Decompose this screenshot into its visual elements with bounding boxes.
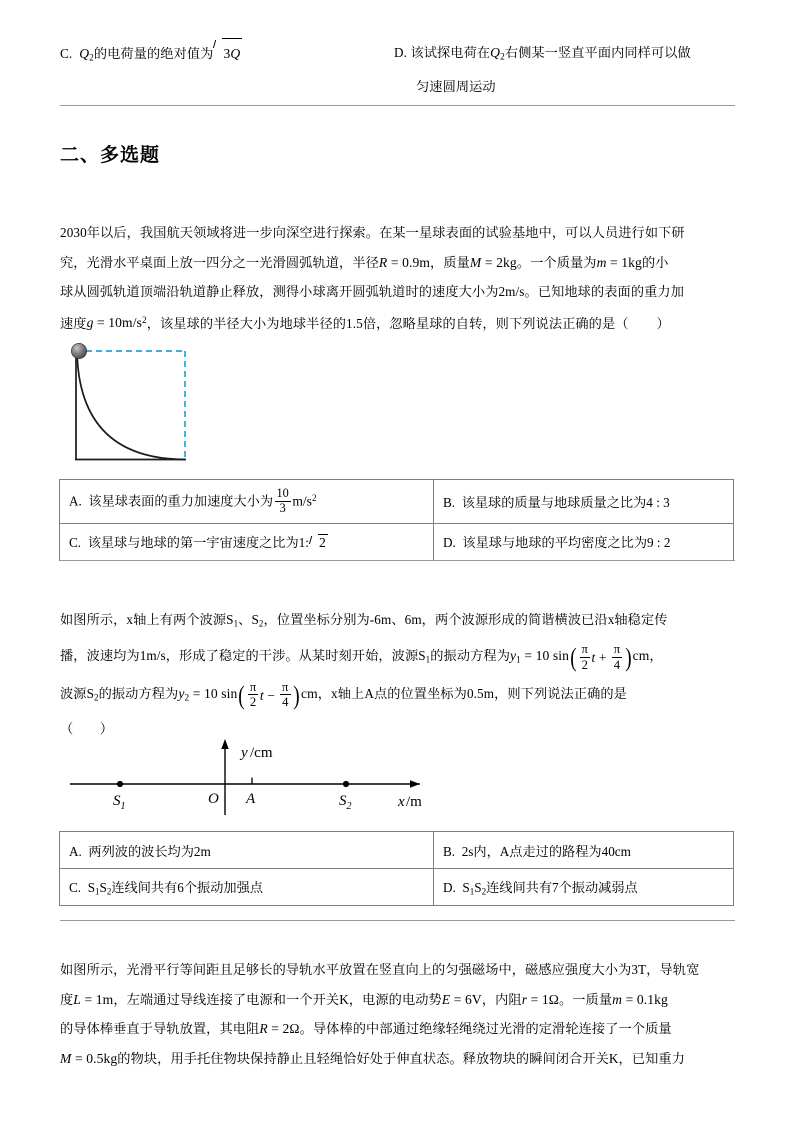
eq2-f2-den: 4 <box>280 694 290 709</box>
y-axis-arrow <box>221 739 228 749</box>
q2-option-b-cell[interactable] <box>434 832 734 869</box>
q1-option-d-cell[interactable] <box>434 523 734 560</box>
q1-figure-quarter-circle-track <box>62 338 212 478</box>
q3-m-value: = 0.1kg <box>625 991 668 1007</box>
q1-M-symbol: M <box>469 254 482 270</box>
q3-m-symbol: m <box>612 991 623 1007</box>
q2-option-b-label: B. <box>443 843 456 859</box>
point-a-label: A <box>246 791 256 807</box>
x-axis-unit: /m <box>406 794 422 810</box>
eq1-f1-num: π <box>581 642 589 657</box>
q1-option-b-text: 该星球的质量与地球质量之比为4 : 3 <box>461 494 670 510</box>
eq2-f1-num: π <box>249 680 257 695</box>
eq2-parens: ( $\frac{\pi}{2}$ t − $\frac{\pi}{4}$ ) <box>238 679 300 710</box>
sqrt-3q: 3Q <box>213 38 242 68</box>
q1-l2-b: ，质量 <box>430 254 470 270</box>
q2-l3-s2: 2 <box>94 692 99 703</box>
q2-option-d-s2: S <box>474 880 482 896</box>
q2-l3-b: 的振动方程为 <box>98 685 179 701</box>
q1-option-b-cell[interactable] <box>434 480 734 524</box>
sqrt-radicand: 2 <box>318 535 326 550</box>
q2-l1-b: 、S <box>238 612 259 627</box>
y-axis-label: y <box>241 745 248 761</box>
q3-r-symbol: r <box>521 991 528 1007</box>
eq1-frac-1 <box>580 642 590 671</box>
q1-l4-a: 速度 <box>60 315 87 331</box>
wave-axis-svg <box>70 733 440 815</box>
q2-l3-a: 波源S <box>60 685 95 701</box>
q3-E-symbol: E <box>441 991 451 1007</box>
q3-l3-a: 的导体棒垂直于导轨放置，其电阻 <box>60 1021 260 1036</box>
q2-option-d-sub2: 2 <box>481 886 487 897</box>
top-option-d-label: D. <box>394 45 408 60</box>
q2-option-d-cell[interactable] <box>434 869 734 906</box>
section-title: 二、多选题 <box>60 144 161 166</box>
eq1-t: t <box>591 650 596 666</box>
eq1-f2-den: 4 <box>612 657 622 672</box>
q2-option-c-s1: S <box>87 880 96 896</box>
question-3-stem <box>60 955 735 1073</box>
q3-L-value: = 1m <box>84 991 114 1007</box>
q1-l4-b: ，该星球的半径大小为地球半径的1.5倍，忽略星球的自转，则下列说法正确的是（ <box>146 315 629 331</box>
q2-figure-wave-axis <box>70 733 440 820</box>
q2-l1-a: 如图所示，x轴上有两个波源S <box>60 612 234 627</box>
q2-option-a-cell[interactable] <box>60 832 434 869</box>
q2-line-2 <box>60 639 735 677</box>
frac-denominator: 3 <box>275 501 291 516</box>
q2-option-a-text: 两列波的波长均为2m <box>88 843 211 859</box>
q1-option-c-label: C. <box>69 535 82 550</box>
eq1-f2-num: π <box>613 642 621 657</box>
source-s2-dot <box>343 781 349 787</box>
q3-L-symbol: L <box>73 991 81 1007</box>
q1-l4-c: ） <box>656 315 670 331</box>
q2-equation-2 <box>178 679 318 710</box>
eq1-coef: = 10 sin <box>524 648 570 663</box>
q1-option-c-text: 该星球与地球的第一宇宙速度之比为1: <box>87 535 309 550</box>
q3-line-3 <box>60 1014 735 1044</box>
eq1-f1-den: 2 <box>580 657 590 672</box>
source-s1-dot <box>117 781 123 787</box>
q3-l4-a: 的物块，用手托住物块保持静止且轻绳恰好处于伸直状态。释放物块的瞬间闭合开关K，已知重力 <box>117 1050 685 1066</box>
x-axis-arrow <box>410 780 420 787</box>
q2-options-table <box>59 831 734 906</box>
q2-option-d-label: D. <box>443 880 456 896</box>
table-row <box>60 869 734 906</box>
top-option-d-text-a: 该试探电荷在 <box>410 45 491 60</box>
top-option-c-text: 的电荷量的绝对值为 <box>93 46 214 61</box>
top-option-d-line2: 匀速圆周运动 <box>416 78 496 94</box>
arc-track-curve <box>77 351 185 460</box>
q2-option-a-label: A. <box>69 843 82 859</box>
q1-m-value: = 1kg <box>609 254 642 270</box>
q3-l2-d: 。一质量 <box>558 991 613 1007</box>
q2-option-c-cell[interactable] <box>60 869 434 906</box>
q1-g-symbol: g <box>86 315 94 331</box>
eq2-t: t <box>259 687 264 703</box>
q2-option-c-sub1: 1 <box>95 886 100 897</box>
eq2-frac-2 <box>280 680 290 709</box>
q2-option-b-text: 2s内，A点走过的路程为40cm <box>461 843 631 859</box>
q1-option-a-cell[interactable] <box>60 480 434 524</box>
q1-l2-a: 究，光滑水平桌面上放一四分之一光滑圆弧轨道，半径 <box>60 254 379 270</box>
q1-option-c-cell[interactable] <box>60 523 434 560</box>
q3-line-1: 如图所示，光滑平行等间距且足够长的导轨水平放置在竖直向上的匀强磁场中，磁感应强度大小为3T，导轨宽 <box>60 962 700 977</box>
q2-line-4: （ ） <box>60 721 114 737</box>
eq1-parens: ( $\frac{\pi}{2}$ t + $\frac{\pi}{4}$ ) <box>570 642 632 673</box>
q3-M-value: = 0.5kg <box>74 1050 118 1066</box>
q3-line-4 <box>60 1044 735 1074</box>
frac-numerator: 10 <box>276 486 289 500</box>
q1-M-value: = 2kg <box>484 254 517 270</box>
q2-option-c-label: C. <box>69 880 82 896</box>
top-option-d-text-b: 右侧某一竖直平面内同样可以做 <box>504 45 691 60</box>
q2-line-3 <box>60 677 735 715</box>
q2-s1-sub: 1 <box>233 618 239 629</box>
eq2-y-sub: 2 <box>184 692 190 703</box>
quarter-circle-track-svg <box>62 338 212 473</box>
q2-option-d-s1: S <box>462 880 470 896</box>
q2-line-1 <box>60 605 735 639</box>
q2-l1-c: ，位置坐标分别为-6m、6m，两个波源形成的简谐横波已沿x轴稳定传 <box>263 612 668 627</box>
eq2-f2-num: π <box>282 680 289 695</box>
source-s2-label: $S_2$ <box>339 793 352 812</box>
q2-option-d-text: 连线间共有7个振动减弱点 <box>486 880 638 896</box>
q3-E-value: = 6V <box>453 991 482 1007</box>
origin-label: O <box>208 791 219 807</box>
q2-l2-b: 的振动方程为 <box>430 648 510 663</box>
q3-l2-a: 度 <box>60 991 74 1007</box>
q3-l3-b: 。导体棒的中部通过绝缘轻绳绕过光滑的定滑轮连接了一个质量 <box>299 1021 672 1036</box>
q1-option-a-label: A. <box>69 493 82 509</box>
eq2-y: y <box>178 685 185 701</box>
q1-l2-d: 的小 <box>641 254 669 270</box>
q1-g-exp: 2 <box>141 315 147 326</box>
q3-R-value: = 2Ω <box>271 1021 300 1036</box>
eq2-f1-den: 2 <box>248 694 258 709</box>
eq2-op: − <box>267 687 276 703</box>
q1-line-1: 2030年以后，我国航天领域将进一步向深空进行探索。在某一星球表面的试验基地中，可以人员进行如下研 <box>60 225 685 240</box>
q2-option-c-sub2: 2 <box>106 886 112 897</box>
question-2-stem <box>60 605 735 744</box>
q3-l2-c: ，内阻 <box>481 991 522 1007</box>
q1-option-a-text: 该星球表面的重力加速度大小为 <box>88 493 274 509</box>
divider-3 <box>60 920 735 921</box>
q1-option-a-unit: m/s <box>292 493 312 509</box>
eq2-frac-1 <box>248 680 258 709</box>
q1-g-value: = 10m/s <box>96 315 142 331</box>
top-option-d <box>394 38 691 101</box>
q2-l2-end: ， <box>649 648 663 663</box>
q2-s2-sub: 2 <box>258 618 264 629</box>
top-options-block <box>60 38 735 98</box>
top-option-c-label: C. <box>60 46 73 61</box>
q3-M-symbol: M <box>60 1050 72 1066</box>
q3-line-2 <box>60 985 735 1015</box>
table-row <box>60 480 734 524</box>
q1-options-table <box>59 479 734 561</box>
q2-option-c-s2: S <box>99 880 107 896</box>
ball-icon <box>71 343 86 358</box>
sqrt-2 <box>309 534 328 551</box>
q2-option-c-text: 连线间共有6个振动加强点 <box>111 880 263 896</box>
q1-option-b-label: B. <box>443 494 456 510</box>
top-option-c <box>60 38 242 73</box>
divider-2 <box>60 560 735 561</box>
eq1-op: + <box>598 650 607 666</box>
q1-option-a-unit-exp: 2 <box>311 493 317 504</box>
eq1-y: y <box>510 648 517 663</box>
q1-line-3: 球从圆弧轨道顶端沿轨道静止释放，测得小球离开圆弧轨道时的速度大小为2m/s。已知地球的表面的重力加 <box>60 284 684 299</box>
q3-l2-b: ，左端通过导线连接了电源和一个开关K，电源的电动势 <box>113 991 442 1007</box>
q1-option-d-text: 该星球与地球的平均密度之比为9 : 2 <box>462 535 671 550</box>
q2-l3-c: ，x轴上A点的位置坐标为0.5m，则下列说法正确的是 <box>317 685 627 701</box>
q1-l2-c: 。一个质量为 <box>516 254 597 270</box>
q1-R-value: = 0.9m <box>390 254 431 270</box>
y-axis-unit: /cm <box>250 745 273 761</box>
source-s1-label: $S_1$ <box>113 793 126 812</box>
q2-option-d-sub1: 1 <box>469 886 475 897</box>
eq1-y-sub: 1 <box>516 654 521 665</box>
q1-option-d-label: D. <box>443 535 456 550</box>
q3-r-value: = 1Ω <box>530 991 559 1007</box>
q1-line-4 <box>60 307 735 338</box>
divider-1 <box>60 105 735 106</box>
table-row <box>60 832 734 869</box>
eq1-frac-2 <box>612 642 622 671</box>
q1-line-2 <box>60 248 735 278</box>
top-option-d-symbol-sub: 2 <box>500 51 505 62</box>
section-heading-block <box>60 140 735 167</box>
top-option-c-symbol-sub: 2 <box>89 52 94 63</box>
top-option-d-line1 <box>394 38 691 72</box>
q1-R-symbol: R <box>378 254 388 270</box>
x-axis-label: x <box>398 794 405 810</box>
q2-l2-s1: 1 <box>425 654 431 665</box>
top-option-c-symbol: Q <box>79 46 90 61</box>
eq1-unit: cm <box>632 648 650 663</box>
eq2-unit: cm <box>300 685 318 701</box>
q2-l2-a: 播，波速均为1m/s，形成了稳定的干涉。从某时刻开始，波源S <box>60 648 426 663</box>
top-option-d-symbol: Q <box>490 45 501 60</box>
q1-m-symbol: m <box>596 254 607 270</box>
fraction-10-3 <box>275 487 291 516</box>
question-1-stem <box>60 218 735 338</box>
table-row <box>60 523 734 560</box>
eq2-coef: = 10 sin <box>192 685 238 701</box>
q3-R-symbol: R <box>259 1021 268 1036</box>
q2-equation-1 <box>510 642 650 673</box>
